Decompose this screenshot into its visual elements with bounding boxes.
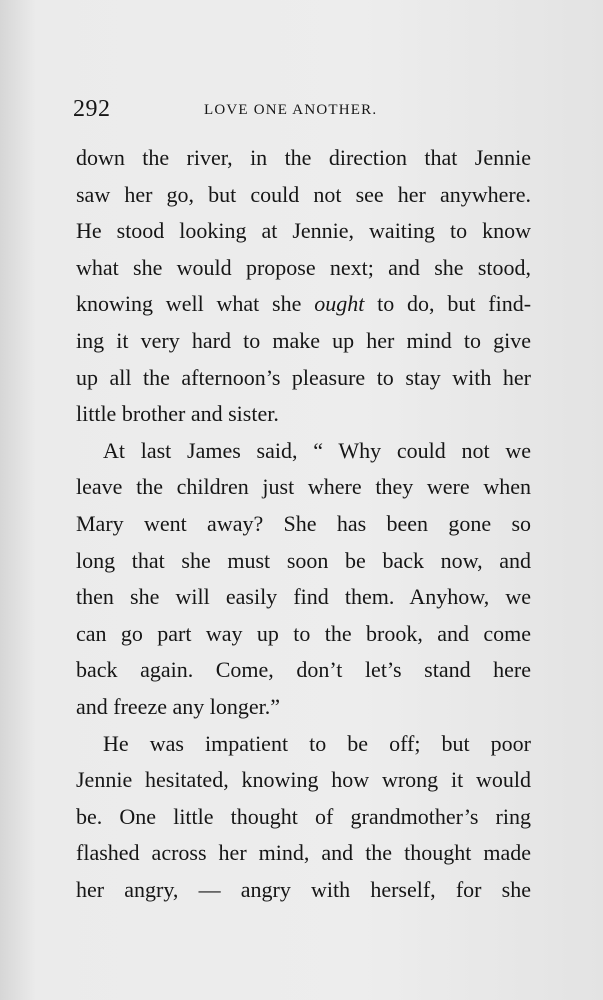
text-line: long that she must soon be back now, and	[76, 547, 531, 573]
page-number: 292	[73, 96, 111, 122]
running-head: LOVE ONE ANOTHER.	[204, 102, 378, 118]
text-line: At last James said, “ Why could not we	[103, 437, 531, 463]
text-line: flashed across her mind, and the thought made	[76, 840, 531, 866]
text-line: Jennie hesitated, knowing how wrong it would	[76, 767, 531, 793]
page-header	[73, 96, 533, 126]
text-line: little brother and sister.	[76, 401, 279, 427]
text-line: what she would propose next; and she stood,	[76, 254, 531, 280]
text-line: leave the children just where they were when	[76, 474, 531, 500]
text-line: then she will easily find them. Anyhow, we	[76, 584, 531, 610]
text-line: can go part way up to the brook, and come	[76, 620, 531, 646]
text-line: Mary went away? She has been gone so	[76, 510, 531, 536]
text-line: saw her go, but could not see her anywhere.	[76, 181, 531, 207]
text-segment: to do, but find-	[377, 291, 532, 317]
text-line: her angry, — angry with herself, for she	[76, 876, 531, 902]
text-line: back again. Come, don’t let’s stand here	[76, 657, 531, 683]
text-segment: knowing well what she	[76, 291, 302, 317]
text-line: ing it very hard to make up her mind to give	[76, 327, 531, 353]
text-line: down the river, in the direction that Jennie	[76, 145, 531, 170]
emphasized-word: ought	[314, 291, 365, 317]
body-text	[76, 140, 531, 908]
text-line: be. One little thought of grandmother’s ring	[76, 803, 531, 829]
text-line: He stood looking at Jennie, waiting to know	[76, 218, 531, 244]
text-line: He was impatient to be off; but poor	[103, 730, 531, 756]
text-line	[76, 286, 531, 323]
text-line: up all the afternoon’s pleasure to stay with her	[76, 364, 531, 390]
text-line: and freeze any longer.”	[76, 693, 280, 719]
